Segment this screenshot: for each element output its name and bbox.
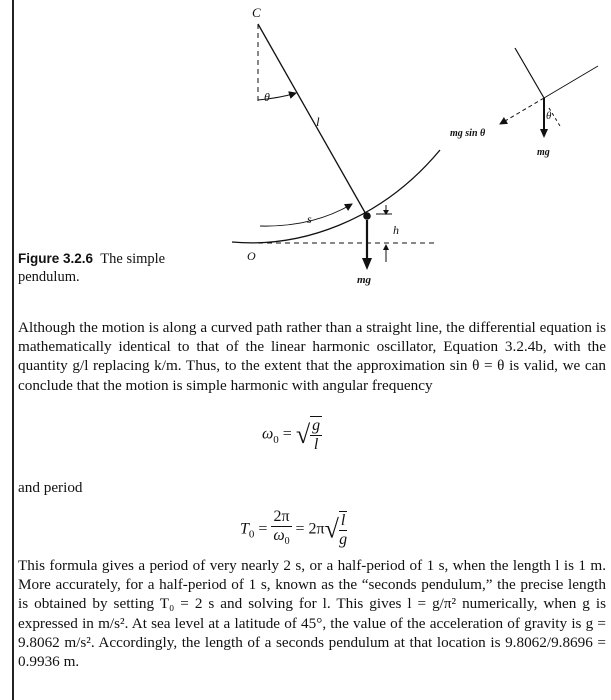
paragraph-seconds-pendulum: This formula gives a period of very nearly 2 s, or a half-period of 1 s, when the length l is 1 m. More accurately, for a half-period of 1 s, known as the “seconds pendulum,” the precise length is obtained by setting T₀ = 2 s and solving for l. This gives l = g/π² numerically, when g is expressed in m/s². At sea level at a latitude of 45°, the value of the acceleration of gravity is g = 9.8062 m/s². Accordingly, the length of a seconds pendulum at that location is 9.8062/9.8696 = 0.9936 m. (18, 557, 606, 671)
label-l: l (316, 114, 320, 129)
figure-caption (18, 250, 188, 286)
label-o: O (247, 249, 256, 263)
label-s: s (307, 212, 312, 226)
circular-path (232, 150, 440, 243)
inset-label-mg: mg (537, 147, 550, 158)
arc-length-s (260, 204, 352, 226)
caption-label: Figure 3.2.6 (18, 251, 94, 266)
inset-label-mg-sin: mg sin θ (450, 128, 486, 139)
equation-period: $T_0$ = $\frac{2\pi}{\omega_0}$ = 2π√ $\frac{l}{g}$ (240, 508, 348, 548)
caption-text: The simple pendulum. (18, 251, 166, 285)
label-theta: θ (264, 90, 270, 104)
pendulum-string (258, 24, 367, 216)
pendulum-bob (363, 212, 371, 220)
equation-angular-frequency: $\omega_0$ = √ $\frac{g}{l}$ (262, 417, 321, 453)
label-h: h (393, 223, 399, 237)
paragraph-and-period: and period (18, 479, 83, 496)
paragraph-intro: Although the motion is along a curved path rather than a straight line, the differential equation is mathematically identical to that of the linear harmonic oscillator, Equation 3.2.4b, with the quantity g/l replacing k/m. Thus, to the extent that the approximation sin θ = θ is valid, we can conclude that the motion is simple harmonic with angular frequency (18, 319, 606, 394)
inset-string (515, 48, 544, 98)
inset-label-theta: θ (546, 110, 552, 122)
label-mg: mg (357, 274, 372, 286)
inset-tangent-line (544, 66, 598, 98)
inset-tangential-force (500, 98, 544, 124)
label-c: C (252, 5, 261, 20)
